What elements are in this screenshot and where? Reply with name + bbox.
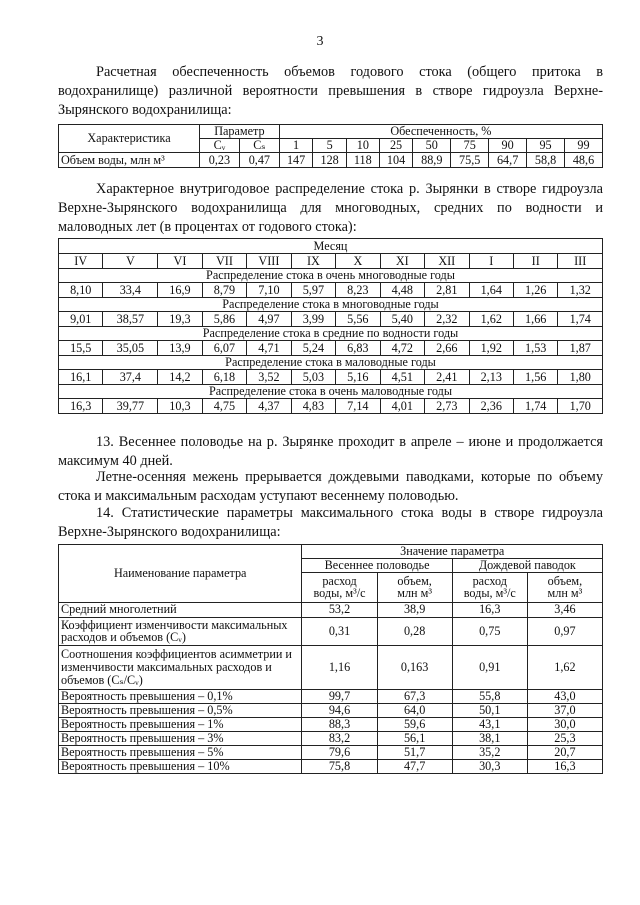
t3-value-cell: 0,91 bbox=[452, 645, 527, 689]
t2-month-cell: I bbox=[469, 254, 513, 269]
t1-value-cell: 75,5 bbox=[451, 153, 489, 168]
t2-value-cell: 8,23 bbox=[336, 283, 380, 298]
t3-value-cell: 99,7 bbox=[302, 689, 377, 703]
flow-line1: расход bbox=[322, 573, 357, 588]
table-row bbox=[59, 370, 603, 385]
annual-runoff-table bbox=[58, 124, 603, 168]
t2-month-cell: X bbox=[336, 254, 380, 269]
t2-value-cell: 7,10 bbox=[247, 283, 291, 298]
t2-value-cell: 2,32 bbox=[425, 312, 469, 327]
t2-value-cell: 5,40 bbox=[380, 312, 424, 327]
t1-probability-header-cell: 10 bbox=[346, 139, 379, 153]
t3-value-cell: 67,3 bbox=[377, 689, 452, 703]
t1-row-cv: 0,23 bbox=[200, 153, 240, 168]
t3-row-label: Вероятность превышения – 3% bbox=[59, 731, 302, 745]
t1-value-cell: 147 bbox=[279, 153, 313, 168]
t2-value-cell: 16,3 bbox=[59, 399, 103, 414]
t3-value-cell: 30,3 bbox=[452, 759, 527, 773]
t3-rain-flood-header: Дождевой паводок bbox=[452, 558, 602, 572]
t3-value-cell: 0,28 bbox=[377, 617, 452, 645]
t3-value-cell: 0,31 bbox=[302, 617, 377, 645]
t3-value-cell: 64,0 bbox=[377, 703, 452, 717]
table-row bbox=[59, 617, 603, 645]
t2-value-cell: 1,70 bbox=[558, 399, 603, 414]
t1-value-cell: 88,9 bbox=[413, 153, 451, 168]
t1-cv-header: Cᵥ bbox=[200, 139, 240, 153]
t2-value-cell: 14,2 bbox=[158, 370, 202, 385]
table-row bbox=[59, 731, 603, 745]
t2-value-cell: 6,83 bbox=[336, 341, 380, 356]
t3-value-cell: 25,3 bbox=[527, 731, 602, 745]
t1-probability-header-cell: 50 bbox=[413, 139, 451, 153]
t3-row-label: Вероятность превышения – 0,1% bbox=[59, 689, 302, 703]
t1-row-label: Объем воды, млн м³ bbox=[59, 153, 200, 168]
table-row bbox=[59, 645, 603, 689]
t2-value-cell: 1,92 bbox=[469, 341, 513, 356]
t1-probability-header-cell: 25 bbox=[379, 139, 413, 153]
flow-line1: расход bbox=[472, 573, 507, 588]
t2-value-cell: 4,83 bbox=[291, 399, 335, 414]
t2-section-title: Распределение стока в очень маловодные годы bbox=[59, 385, 603, 399]
t2-value-cell: 5,03 bbox=[291, 370, 335, 385]
t3-spring-flood-header: Весеннее половодье bbox=[302, 558, 452, 572]
t2-value-cell: 4,37 bbox=[247, 399, 291, 414]
t3-value-cell: 1,62 bbox=[527, 645, 602, 689]
t2-value-cell: 15,5 bbox=[59, 341, 103, 356]
t2-value-cell: 37,4 bbox=[103, 370, 158, 385]
t1-probability-header-cell: 5 bbox=[313, 139, 347, 153]
t2-value-cell: 38,57 bbox=[103, 312, 158, 327]
t2-value-cell: 5,16 bbox=[336, 370, 380, 385]
t2-month-cell: XII bbox=[425, 254, 469, 269]
t3-rain-flow-header bbox=[452, 572, 527, 602]
t3-value-cell: 35,2 bbox=[452, 745, 527, 759]
t3-value-cell: 55,8 bbox=[452, 689, 527, 703]
t1-cs-header: Cₛ bbox=[239, 139, 279, 153]
t2-value-cell: 39,77 bbox=[103, 399, 158, 414]
t2-value-cell: 8,10 bbox=[59, 283, 103, 298]
t2-value-cell: 7,14 bbox=[336, 399, 380, 414]
t1-value-cell: 104 bbox=[379, 153, 413, 168]
vol-line2: млн м³ bbox=[397, 586, 432, 601]
t3-row-label: Соотношения коэффициентов асимметрии и изменчивости максимальных расходов и объемов (Cₛ/Cᵥ) bbox=[59, 645, 302, 689]
t2-section-title: Распределение стока в многоводные годы bbox=[59, 298, 603, 312]
t3-value-cell: 0,97 bbox=[527, 617, 602, 645]
monthly-distribution-table bbox=[58, 238, 603, 414]
t3-value-cell: 37,0 bbox=[527, 703, 602, 717]
t3-value-cell: 38,1 bbox=[452, 731, 527, 745]
table-row bbox=[59, 689, 603, 703]
t2-value-cell: 33,4 bbox=[103, 283, 158, 298]
t2-value-cell: 19,3 bbox=[158, 312, 202, 327]
flow-line2: воды, м³/с bbox=[463, 586, 516, 601]
t2-value-cell: 1,62 bbox=[469, 312, 513, 327]
t3-value-cell: 59,6 bbox=[377, 717, 452, 731]
t1-parameter-header: Параметр bbox=[200, 125, 280, 139]
t1-characteristic-header: Характеристика bbox=[59, 125, 200, 153]
t2-section-title: Распределение стока в маловодные годы bbox=[59, 356, 603, 370]
t3-value-cell: 30,0 bbox=[527, 717, 602, 731]
t2-value-cell: 4,71 bbox=[247, 341, 291, 356]
vol-line1: объем, bbox=[547, 573, 583, 588]
max-runoff-table bbox=[58, 544, 603, 774]
t3-value-cell: 38,9 bbox=[377, 602, 452, 617]
t1-value-cell: 48,6 bbox=[565, 153, 603, 168]
t1-value-cell: 58,8 bbox=[527, 153, 565, 168]
t2-value-cell: 1,66 bbox=[513, 312, 557, 327]
paragraph-13: 13. Весеннее половодье на р. Зырянке проходит в апреле – июне и продолжается максимум 40 дней. bbox=[58, 434, 603, 469]
t2-value-cell: 4,72 bbox=[380, 341, 424, 356]
table-row bbox=[59, 602, 603, 617]
t2-month-header: Месяц bbox=[59, 239, 603, 254]
t2-value-cell: 4,75 bbox=[202, 399, 246, 414]
t2-value-cell: 1,26 bbox=[513, 283, 557, 298]
t2-section-title: Распределение стока в очень многоводные годы bbox=[59, 269, 603, 283]
t2-value-cell: 1,74 bbox=[558, 312, 603, 327]
t2-value-cell: 2,66 bbox=[425, 341, 469, 356]
t3-value-cell: 43,0 bbox=[527, 689, 602, 703]
t1-probability-header-cell: 95 bbox=[527, 139, 565, 153]
t3-value-cell: 47,7 bbox=[377, 759, 452, 773]
t3-value-cell: 75,8 bbox=[302, 759, 377, 773]
t3-value-cell: 94,6 bbox=[302, 703, 377, 717]
t2-value-cell: 1,56 bbox=[513, 370, 557, 385]
t3-spring-volume-header bbox=[377, 572, 452, 602]
t2-value-cell: 1,87 bbox=[558, 341, 603, 356]
t2-value-cell: 6,07 bbox=[202, 341, 246, 356]
t3-value-cell: 20,7 bbox=[527, 745, 602, 759]
table-row bbox=[59, 745, 603, 759]
t3-value-cell: 16,3 bbox=[527, 759, 602, 773]
t1-probability-header-cell: 90 bbox=[489, 139, 527, 153]
t2-value-cell: 4,97 bbox=[247, 312, 291, 327]
t1-value-cell: 64,7 bbox=[489, 153, 527, 168]
t2-value-cell: 1,32 bbox=[558, 283, 603, 298]
vol-line1: объем, bbox=[397, 573, 432, 588]
table-row bbox=[59, 759, 603, 773]
t2-month-cell: XI bbox=[380, 254, 424, 269]
t2-value-cell: 4,51 bbox=[380, 370, 424, 385]
t3-value-cell: 16,3 bbox=[452, 602, 527, 617]
table-row bbox=[59, 717, 603, 731]
t2-value-cell: 13,9 bbox=[158, 341, 202, 356]
t3-row-label: Вероятность превышения – 1% bbox=[59, 717, 302, 731]
flow-line2: воды, м³/с bbox=[313, 586, 366, 601]
t2-value-cell: 16,9 bbox=[158, 283, 202, 298]
t3-value-cell: 43,1 bbox=[452, 717, 527, 731]
t3-name-header: Наименование параметра bbox=[59, 545, 302, 603]
t2-value-cell: 2,81 bbox=[425, 283, 469, 298]
t2-month-cell: VIII bbox=[247, 254, 291, 269]
paragraph-14: 14. Статистические параметры максимального стока воды в створе гидроузла Верхне-Зырянского водохранилища: bbox=[58, 505, 603, 540]
t2-value-cell: 6,18 bbox=[202, 370, 246, 385]
t2-value-cell: 5,24 bbox=[291, 341, 335, 356]
t2-month-cell: II bbox=[513, 254, 557, 269]
table-row bbox=[59, 399, 603, 414]
t2-value-cell: 5,56 bbox=[336, 312, 380, 327]
t2-value-cell: 4,01 bbox=[380, 399, 424, 414]
t3-value-cell: 3,46 bbox=[527, 602, 602, 617]
table-row bbox=[59, 283, 603, 298]
t3-value-cell: 50,1 bbox=[452, 703, 527, 717]
table-row bbox=[59, 341, 603, 356]
page-number: 3 bbox=[316, 34, 324, 49]
t2-value-cell: 9,01 bbox=[59, 312, 103, 327]
t3-value-cell: 0,163 bbox=[377, 645, 452, 689]
t2-month-cell: VII bbox=[202, 254, 246, 269]
vol-line2: млн м³ bbox=[547, 586, 583, 601]
t2-value-cell: 5,86 bbox=[202, 312, 246, 327]
t2-value-cell: 2,73 bbox=[425, 399, 469, 414]
t3-value-cell: 83,2 bbox=[302, 731, 377, 745]
t2-value-cell: 8,79 bbox=[202, 283, 246, 298]
t2-value-cell: 3,52 bbox=[247, 370, 291, 385]
t2-month-cell: V bbox=[103, 254, 158, 269]
t2-value-cell: 5,97 bbox=[291, 283, 335, 298]
t3-row-label: Вероятность превышения – 5% bbox=[59, 745, 302, 759]
t2-value-cell: 1,74 bbox=[513, 399, 557, 414]
t2-value-cell: 16,1 bbox=[59, 370, 103, 385]
t2-month-cell: IV bbox=[59, 254, 103, 269]
t2-month-cell: VI bbox=[158, 254, 202, 269]
t2-value-cell: 4,48 bbox=[380, 283, 424, 298]
t2-value-cell: 3,99 bbox=[291, 312, 335, 327]
t3-value-cell: 51,7 bbox=[377, 745, 452, 759]
t2-value-cell: 2,36 bbox=[469, 399, 513, 414]
t3-rain-volume-header bbox=[527, 572, 602, 602]
t2-value-cell: 2,41 bbox=[425, 370, 469, 385]
t3-row-label: Коэффициент изменчивости максимальных расходов и объемов (Cᵥ) bbox=[59, 617, 302, 645]
t2-section-title: Распределение стока в средние по водности годы bbox=[59, 327, 603, 341]
t1-probability-header: Обеспеченность, % bbox=[279, 125, 602, 139]
t2-value-cell: 1,80 bbox=[558, 370, 603, 385]
t2-value-cell: 1,53 bbox=[513, 341, 557, 356]
t2-month-cell: IX bbox=[291, 254, 335, 269]
paragraph-13-low-water: Летне-осенняя межень прерывается дождевыми паводками, которые по объему стока и максимальным расходам уступают весеннему половодью. bbox=[58, 469, 603, 504]
t3-row-label: Средний многолетний bbox=[59, 602, 302, 617]
t2-month-cell: III bbox=[558, 254, 603, 269]
t3-value-cell: 88,3 bbox=[302, 717, 377, 731]
t3-row-label: Вероятность превышения – 10% bbox=[59, 759, 302, 773]
t2-value-cell: 2,13 bbox=[469, 370, 513, 385]
intro-paragraph-annual-runoff: Расчетная обеспеченность объемов годового стока (общего притока в водохранилище) различной вероятности превышения в створе гидроузла Верхне-Зырянского водохранилища: bbox=[58, 64, 603, 118]
t1-row-cs: 0,47 bbox=[239, 153, 279, 168]
t2-value-cell: 10,3 bbox=[158, 399, 202, 414]
t3-value-cell: 53,2 bbox=[302, 602, 377, 617]
t1-value-cell: 128 bbox=[313, 153, 347, 168]
t2-value-cell: 35,05 bbox=[103, 341, 158, 356]
table-row bbox=[59, 703, 603, 717]
t3-row-label: Вероятность превышения – 0,5% bbox=[59, 703, 302, 717]
t1-probability-header-cell: 75 bbox=[451, 139, 489, 153]
t2-value-cell: 1,64 bbox=[469, 283, 513, 298]
t1-value-cell: 118 bbox=[346, 153, 379, 168]
t3-value-cell: 79,6 bbox=[302, 745, 377, 759]
t3-value-cell: 56,1 bbox=[377, 731, 452, 745]
t3-value-cell: 0,75 bbox=[452, 617, 527, 645]
intro-paragraph-distribution: Характерное внутригодовое распределение стока р. Зырянки в створе гидроузла Верхне-Зырянского водохранилища для многоводных, средних по водности и маловодных лет (в процентах от годового стока): bbox=[58, 181, 603, 235]
table-row bbox=[59, 312, 603, 327]
t3-value-cell: 1,16 bbox=[302, 645, 377, 689]
t3-spring-flow-header bbox=[302, 572, 377, 602]
t1-probability-header-cell: 99 bbox=[565, 139, 603, 153]
t1-probability-header-cell: 1 bbox=[279, 139, 313, 153]
t3-value-header: Значение параметра bbox=[302, 545, 603, 559]
